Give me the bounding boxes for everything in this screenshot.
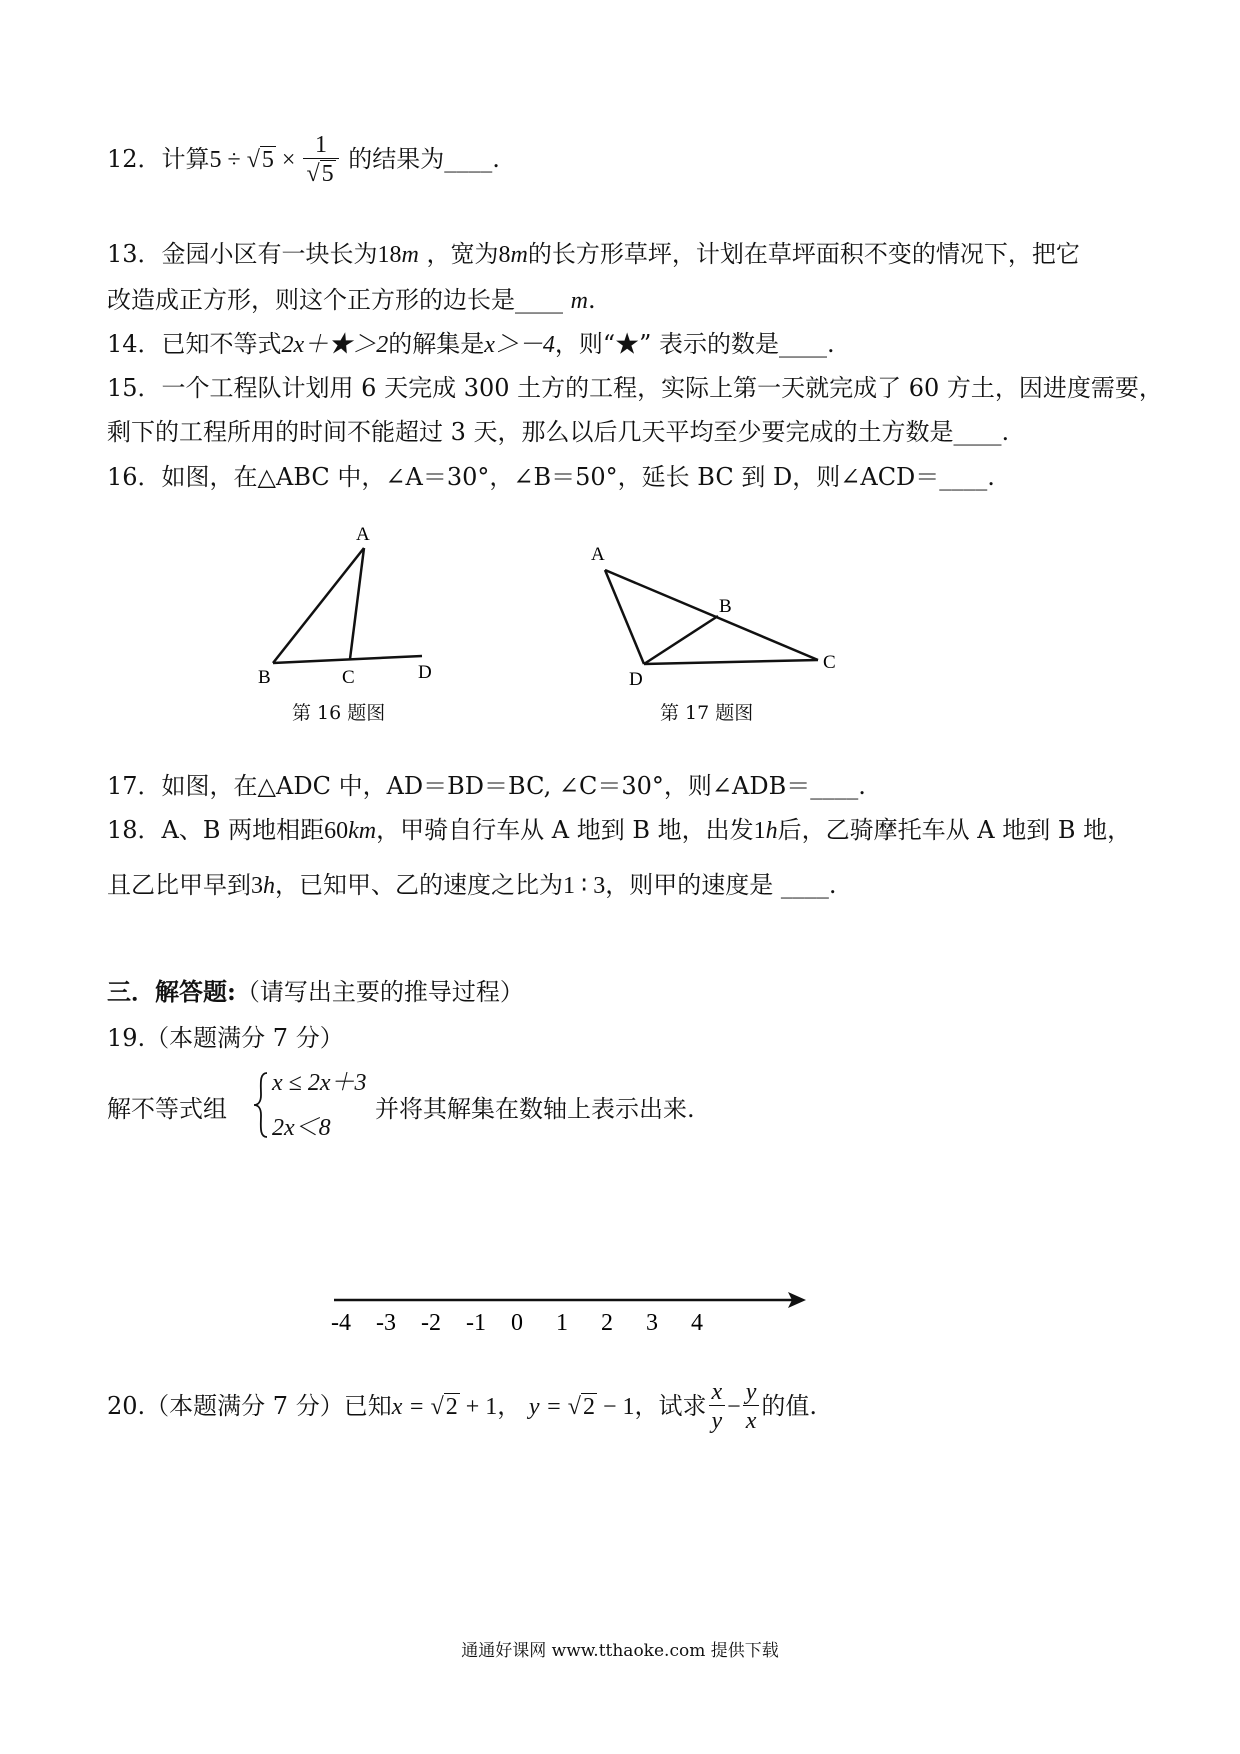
tick-label: -1 <box>466 1310 486 1336</box>
question-number: 19. <box>107 1024 146 1052</box>
tick-label: 0 <box>511 1310 523 1336</box>
number-line-ticks <box>331 1310 703 1336</box>
figure-17-caption: 第 17 题图 <box>660 702 754 724</box>
tick-label: 1 <box>556 1310 568 1336</box>
tick-label: 3 <box>646 1310 658 1336</box>
question-18-line-2: 且乙比甲早到3h，已知甲、乙的速度之比为1 ∶ 3，则甲的速度是 ____. <box>107 871 837 899</box>
inequality-2: 2x＜8 <box>272 1115 331 1141</box>
segment-BA <box>273 548 364 663</box>
tick-label: -4 <box>331 1310 351 1336</box>
vertex-label-D: D <box>418 662 432 683</box>
vertex-label-A: A <box>356 524 370 545</box>
fraction: $\frac{1}{√5}$ <box>303 132 338 189</box>
tick-label: 4 <box>691 1310 703 1336</box>
question-14: 14．已知不等式2x＋★＞2的解集是x＞－4，则“★” 表示的数是____. <box>107 330 835 358</box>
system-brace <box>252 1071 270 1146</box>
number-line <box>320 1280 810 1340</box>
segment-BD <box>273 656 422 663</box>
question-12: 12．计算5 ÷ √5 × $\frac{1}{√5}$ 的结果为____. <box>107 132 500 187</box>
question-number: 16． <box>107 463 162 491</box>
figure-16-caption: 第 16 题图 <box>292 702 386 724</box>
sqrt-expression: √5 <box>246 147 274 173</box>
tick-label: -3 <box>376 1310 396 1336</box>
question-16: 16．如图，在△ABC 中，∠A＝30°，∠B＝50°，延长 BC 到 D，则∠ACD＝____. <box>107 463 995 491</box>
footer-text: 通通好课网 www.tthaoke.com 提供下载 <box>461 1641 779 1661</box>
question-18-line-1: 18．A、B 两地相距60km，甲骑自行车从 A 地到 B 地，出发1h后，乙骑摩托车从 A 地到 B 地， <box>107 816 1132 844</box>
question-15-line-2: 剩下的工程所用的时间不能超过 3 天，那么以后几天平均至少要完成的土方数是____. <box>107 418 1010 446</box>
vertex-label-D: D <box>629 669 643 690</box>
inequality-1: x ≤ 2x＋3 <box>272 1070 367 1096</box>
section-heading: 三．解答题:（请写出主要的推导过程） <box>107 977 524 1006</box>
question-number: 12． <box>107 145 162 173</box>
vertex-label-C: C <box>342 667 355 688</box>
question-number: 15． <box>107 374 162 402</box>
question-17: 17．如图，在△ADC 中，AD＝BD＝BC, ∠C＝30°，则∠ADB＝____. <box>107 772 866 800</box>
question-19-tail: 并将其解集在数轴上表示出来. <box>375 1095 695 1123</box>
figure-17 <box>585 530 855 690</box>
vertex-label-A: A <box>591 544 605 565</box>
vertex-label-C: C <box>823 652 836 673</box>
question-number: 20. <box>107 1392 146 1420</box>
question-19-lead: 解不等式组 <box>107 1095 227 1123</box>
fraction-y-over-x: $\frac{y}{x}$ <box>743 1379 760 1436</box>
fraction-x-over-y: $\frac{x}{y}$ <box>709 1379 726 1436</box>
question-number: 13． <box>107 240 162 268</box>
vertex-label-B: B <box>258 667 271 688</box>
question-number: 17． <box>107 772 162 800</box>
question-number: 14． <box>107 330 162 358</box>
segment-DC <box>644 660 818 664</box>
vertex-label-B: B <box>719 596 732 617</box>
left-brace-icon <box>252 1071 270 1139</box>
segment-DB <box>644 616 718 664</box>
question-19-header: 19.（本题满分 7 分） <box>107 1024 344 1052</box>
question-13-line-1: 13．金园小区有一块长为18m ，宽为8m的长方形草坪，计划在草坪面积不变的情况下，把它 <box>107 240 1080 268</box>
question-13-line-2: 改造成正方形，则这个正方形的边长是____ m. <box>107 286 596 314</box>
question-number: 18． <box>107 816 162 844</box>
tick-label: -2 <box>421 1310 441 1336</box>
question-15-line-1: 15．一个工程队计划用 6 天完成 300 土方的工程，实际上第一天就完成了 60 方土，因进度需要， <box>107 374 1163 402</box>
figure-16 <box>250 520 450 700</box>
tick-label: 2 <box>601 1310 613 1336</box>
question-20: 20.（本题满分 7 分）已知x = √2 + 1， y = √2 − 1，试求 $\frac{x}{y}$ − $\frac{y}{x}$ 的值. <box>107 1379 817 1434</box>
